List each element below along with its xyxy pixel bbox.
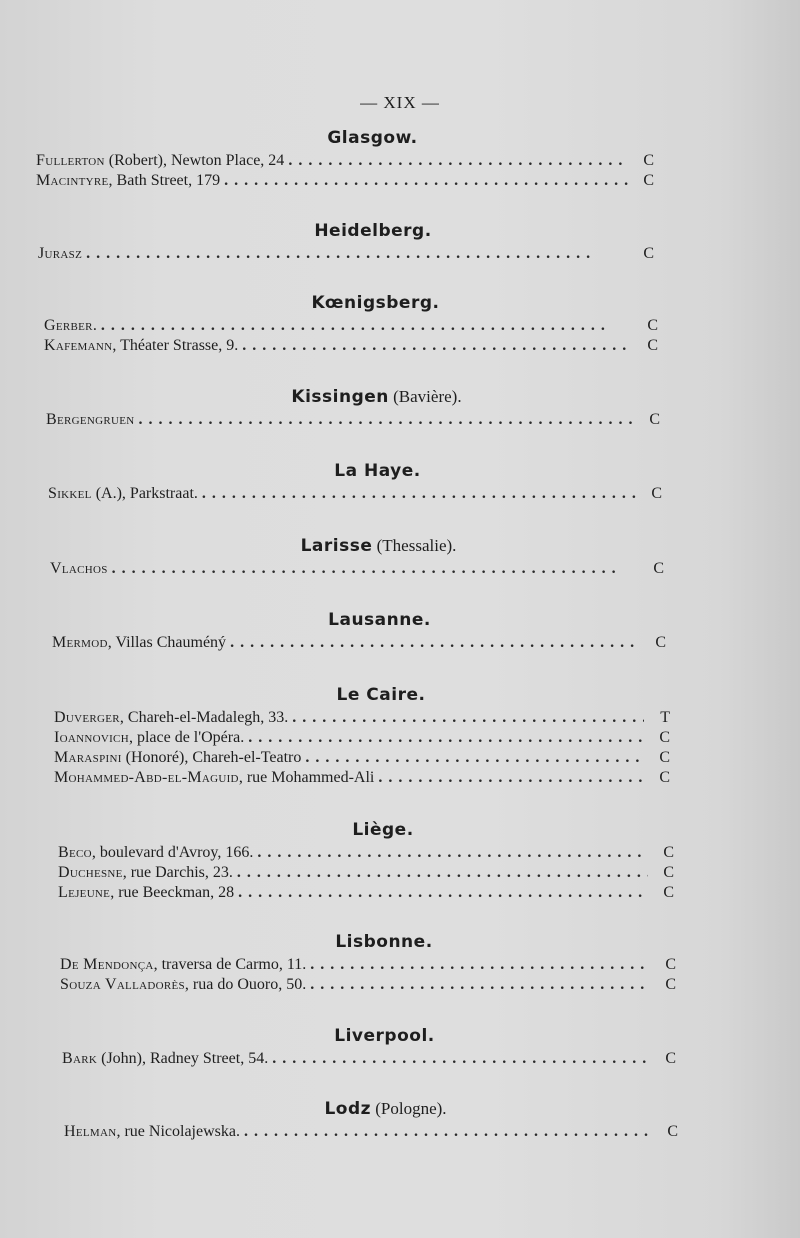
entry-name: Mohammed-Abd-el-Maguid bbox=[54, 769, 239, 786]
leader-dots bbox=[234, 883, 648, 903]
entry-text bbox=[54, 728, 244, 748]
entry-name: Duverger bbox=[54, 709, 120, 726]
entry-name: Kafemann bbox=[44, 337, 113, 354]
entry-address: , place de l'Opéra. bbox=[128, 729, 245, 746]
entry-code: C bbox=[665, 956, 676, 973]
city-section bbox=[0, 607, 800, 653]
page-number: — XIX — bbox=[360, 93, 440, 112]
entry-code: C bbox=[659, 749, 670, 766]
directory-entry bbox=[52, 633, 666, 653]
directory-entry bbox=[46, 410, 660, 430]
entry-text bbox=[36, 171, 220, 191]
city-heading bbox=[0, 458, 800, 484]
city-section bbox=[0, 1023, 800, 1069]
entry-text bbox=[58, 843, 253, 863]
city-section bbox=[0, 125, 800, 191]
entry-code: C bbox=[659, 729, 670, 746]
directory-entry bbox=[58, 883, 674, 903]
city-heading bbox=[0, 1023, 800, 1049]
city-heading bbox=[0, 218, 800, 244]
entry-name: Mermod bbox=[52, 634, 108, 651]
city-section bbox=[0, 682, 800, 788]
entry-name: Lejeune bbox=[58, 884, 111, 901]
entry-text bbox=[58, 863, 233, 883]
entry-name: Vlachos bbox=[50, 560, 108, 577]
entry-name: Macintyre bbox=[36, 172, 109, 189]
entry-code: C bbox=[663, 884, 674, 901]
entry-code: C bbox=[665, 976, 676, 993]
entry-code: C bbox=[655, 634, 666, 651]
leader-dots bbox=[306, 955, 650, 975]
city-heading bbox=[0, 817, 800, 843]
entry-code: T bbox=[660, 709, 670, 726]
leader-dots bbox=[284, 151, 628, 171]
entry-name: Gerber bbox=[44, 317, 93, 334]
entry-text bbox=[44, 316, 97, 336]
leader-dots bbox=[238, 336, 632, 356]
leader-dots bbox=[135, 410, 634, 430]
leader-dots bbox=[268, 1049, 650, 1069]
entry-address: , boulevard d'Avroy, 166. bbox=[91, 844, 254, 861]
entry-code: C bbox=[643, 245, 654, 262]
city-heading bbox=[0, 1096, 800, 1122]
entry-text bbox=[54, 768, 374, 788]
directory-entry bbox=[58, 863, 674, 883]
entry-text bbox=[60, 975, 306, 995]
directory-entry bbox=[62, 1049, 676, 1069]
entry-text bbox=[54, 748, 301, 768]
city-qualifier: (Pologne). bbox=[371, 1099, 447, 1118]
city-section bbox=[0, 218, 800, 264]
directory-entry bbox=[54, 728, 670, 748]
entry-address: , rue Beeckman, 28 bbox=[110, 884, 235, 901]
directory-entry bbox=[36, 171, 654, 191]
city-name: Kœnigsberg. bbox=[311, 293, 440, 313]
directory-entry bbox=[64, 1122, 678, 1142]
entry-address: , rue Nicolajewska. bbox=[116, 1123, 240, 1140]
leader-dots bbox=[220, 171, 628, 191]
city-name: Lausanne. bbox=[328, 610, 431, 630]
entry-text bbox=[60, 955, 306, 975]
entry-address: . bbox=[92, 317, 97, 334]
entry-text bbox=[64, 1122, 240, 1142]
entry-code: C bbox=[653, 560, 664, 577]
directory-entry bbox=[36, 151, 654, 171]
entry-name: Bergengruen bbox=[46, 411, 135, 428]
leader-dots bbox=[288, 708, 644, 728]
entry-code: C bbox=[647, 337, 658, 354]
leader-dots bbox=[233, 863, 648, 883]
directory-entry bbox=[50, 559, 664, 579]
directory-entry bbox=[54, 708, 670, 728]
directory-entry bbox=[58, 843, 674, 863]
entry-code: C bbox=[663, 844, 674, 861]
entry-address: (A.), Parkstraat. bbox=[91, 485, 198, 502]
directory-entry bbox=[44, 316, 658, 336]
city-name: La Haye. bbox=[334, 461, 421, 481]
leader-dots bbox=[97, 316, 632, 336]
city-name: Liverpool. bbox=[334, 1026, 435, 1046]
city-heading bbox=[0, 607, 800, 633]
entry-code: C bbox=[659, 769, 670, 786]
directory-entry bbox=[54, 748, 670, 768]
city-section bbox=[0, 458, 800, 504]
city-heading bbox=[0, 533, 800, 559]
entry-text bbox=[52, 633, 226, 653]
leader-dots bbox=[226, 633, 640, 653]
entry-address: (John), Radney Street, 54. bbox=[97, 1050, 269, 1067]
city-heading bbox=[0, 290, 800, 316]
entry-name: Maraspini bbox=[54, 749, 122, 766]
entry-address: (Honoré), Chareh-el-Teatro bbox=[121, 749, 302, 766]
entry-text bbox=[48, 484, 198, 504]
entry-name: Duchesne bbox=[58, 864, 123, 881]
city-section bbox=[0, 929, 800, 995]
entry-name: Bark bbox=[62, 1050, 98, 1067]
entry-name: Souza Valladorès bbox=[60, 976, 185, 993]
city-section bbox=[0, 533, 800, 579]
entry-name: Jurasz bbox=[38, 245, 83, 262]
directory-entry bbox=[38, 244, 654, 264]
entry-address: , rua do Ouoro, 50. bbox=[184, 976, 307, 993]
entry-address: , rue Mohammed-Ali bbox=[238, 769, 375, 786]
entry-text bbox=[46, 410, 135, 430]
city-heading bbox=[0, 125, 800, 151]
directory-entry bbox=[60, 955, 676, 975]
entry-address: , rue Darchis, 23. bbox=[122, 864, 233, 881]
entry-code: C bbox=[643, 172, 654, 189]
entry-name: Ioannovich bbox=[54, 729, 129, 746]
entry-address: , Théater Strasse, 9. bbox=[112, 337, 239, 354]
entry-name: Helman bbox=[64, 1123, 117, 1140]
leader-dots bbox=[244, 728, 644, 748]
entry-text bbox=[38, 244, 82, 264]
city-name: Larisse bbox=[300, 536, 373, 556]
leader-dots bbox=[301, 748, 644, 768]
city-name: Le Caire. bbox=[336, 685, 426, 705]
entry-code: C bbox=[663, 864, 674, 881]
city-heading bbox=[0, 384, 800, 410]
leader-dots bbox=[108, 559, 638, 579]
leader-dots bbox=[253, 843, 648, 863]
city-heading bbox=[0, 682, 800, 708]
entry-address: , Bath Street, 179 bbox=[108, 172, 221, 189]
entry-code: C bbox=[649, 411, 660, 428]
directory-entry bbox=[44, 336, 658, 356]
entry-text bbox=[54, 708, 288, 728]
leader-dots bbox=[198, 484, 636, 504]
entry-code: C bbox=[667, 1123, 678, 1140]
leader-dots bbox=[240, 1122, 652, 1142]
entry-text bbox=[36, 151, 284, 171]
entry-address: , Chareh-el-Madalegh, 33. bbox=[119, 709, 289, 726]
directory-entry bbox=[48, 484, 662, 504]
directory-entry bbox=[54, 768, 670, 788]
leader-dots bbox=[82, 244, 628, 264]
city-name: Glasgow. bbox=[327, 128, 418, 148]
city-name: Lisbonne. bbox=[335, 932, 433, 952]
entry-text bbox=[58, 883, 234, 903]
entry-name: De Mendonça bbox=[60, 956, 154, 973]
city-qualifier: (Thessalie). bbox=[372, 536, 457, 555]
entry-code: C bbox=[647, 317, 658, 334]
directory-entry bbox=[60, 975, 676, 995]
entry-name: Sikkel bbox=[48, 485, 92, 502]
city-heading bbox=[0, 929, 800, 955]
leader-dots bbox=[374, 768, 644, 788]
entry-code: C bbox=[665, 1050, 676, 1067]
entry-name: Fullerton bbox=[36, 152, 105, 169]
city-section bbox=[0, 384, 800, 430]
entry-text bbox=[62, 1049, 268, 1069]
entry-text bbox=[50, 559, 108, 579]
entry-code: C bbox=[651, 485, 662, 502]
city-name: Lodz bbox=[324, 1099, 372, 1119]
entry-address: , Villas Chauméný bbox=[107, 634, 227, 651]
entry-code: C bbox=[643, 152, 654, 169]
entry-address: , traversa de Carmo, 11. bbox=[153, 956, 307, 973]
leader-dots bbox=[306, 975, 650, 995]
entry-name: Beco bbox=[58, 844, 92, 861]
city-name: Kissingen bbox=[291, 387, 389, 407]
city-name: Heidelberg. bbox=[314, 221, 432, 241]
city-section bbox=[0, 1096, 800, 1142]
entry-text bbox=[44, 336, 238, 356]
city-name: Liège. bbox=[352, 820, 414, 840]
city-qualifier: (Bavière). bbox=[388, 387, 462, 406]
city-section bbox=[0, 290, 800, 356]
city-section bbox=[0, 817, 800, 903]
entry-address: (Robert), Newton Place, 24 bbox=[104, 152, 285, 169]
